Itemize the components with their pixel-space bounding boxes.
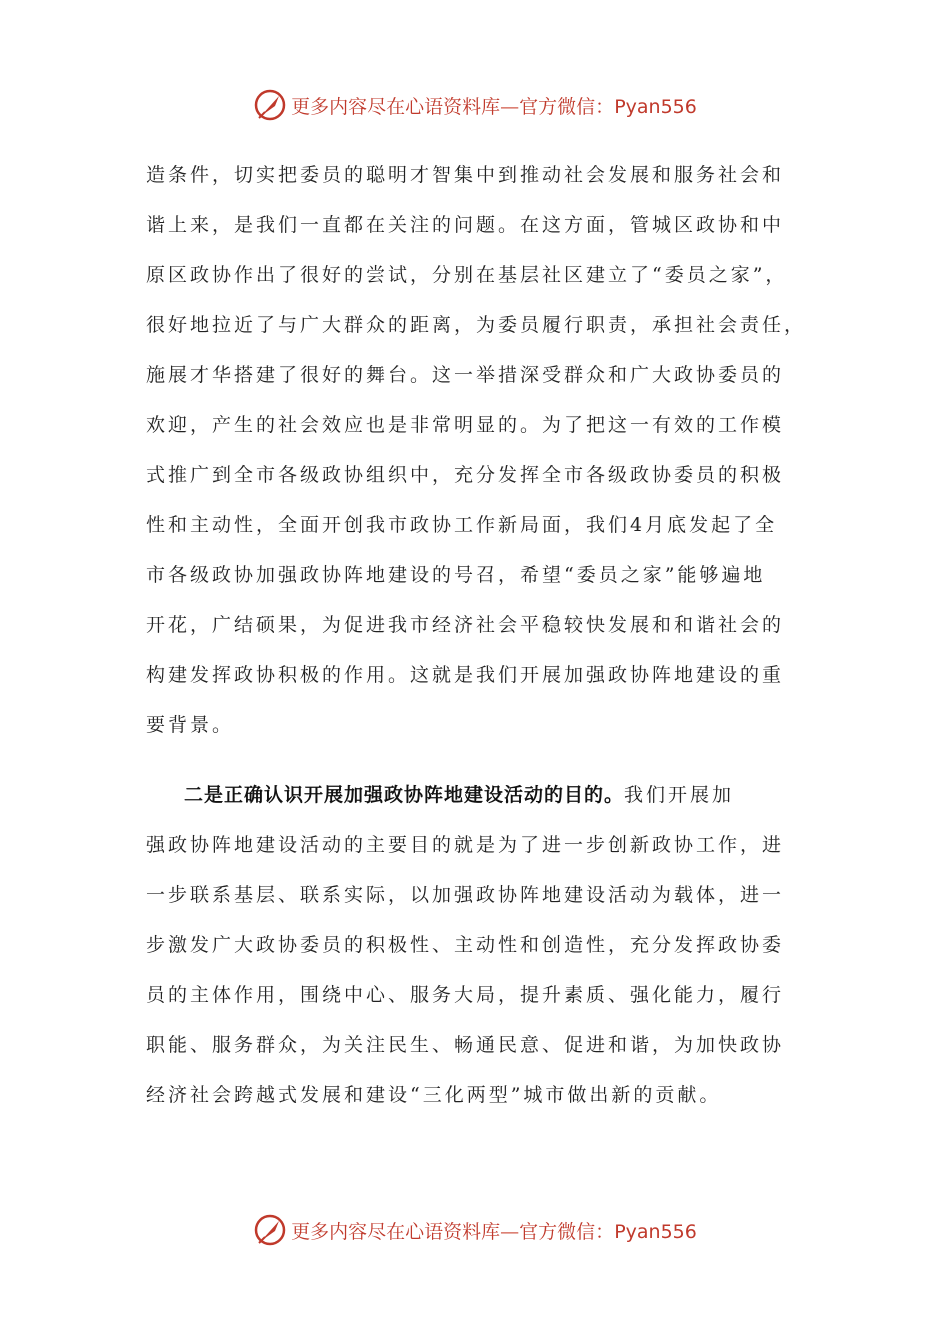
text-line-content: 很好地拉近了与广大群众的距离，为委员履行职责，承担社会责任， (146, 314, 807, 336)
text-line (146, 600, 808, 650)
text-line-content: 原区政协作出了很好的尝试，分别在基层社区建立了“委员之家”， (146, 264, 788, 286)
text-line-content: 开花，广结硕果，为促进我市经济社会平稳较快发展和和谐社会的 (146, 614, 785, 636)
text-line-content: 员的主体作用，围绕中心、服务大局，提升素质、强化能力，履行 (146, 984, 785, 1006)
text-line-content: 要背景。 (146, 714, 235, 736)
paragraph-2 (146, 770, 808, 1120)
text-line (146, 870, 808, 920)
text-line (146, 700, 808, 750)
watermark-text: 更多内容尽在心语资料库—官方微信：Pyan556 (291, 95, 697, 118)
text-line-content: 欢迎，产生的社会效应也是非常明显的。为了把这一有效的工作模 (146, 414, 785, 436)
text-line-content: 市各级政协加强政协阵地建设的号召，希望“委员之家”能够遍地 (146, 564, 766, 586)
text-line-content: 造条件，切实把委员的聪明才智集中到推动社会发展和服务社会和 (146, 164, 785, 186)
text-line (146, 450, 808, 500)
text-line (146, 970, 808, 1020)
text-line-content: 施展才华搭建了很好的舞台。这一举措深受群众和广大政协委员的 (146, 364, 785, 386)
text-line (146, 550, 808, 600)
text-line-content: 强政协阵地建设活动的主要目的就是为了进一步创新政协工作，进 (146, 834, 785, 856)
text-line-content: 步激发广大政协委员的积极性、主动性和创造性，充分发挥政协委 (146, 934, 785, 956)
footer-watermark (0, 1210, 950, 1250)
text-line (146, 200, 808, 250)
document-body (146, 150, 808, 1120)
text-line-content: 一步联系基层、联系实际，以加强政协阵地建设活动为载体，进一 (146, 884, 785, 906)
text-line (146, 1070, 808, 1120)
text-line-content: 性和主动性，全面开创我市政协工作新局面，我们4月底发起了全 (146, 514, 778, 536)
paragraph-2-first-line (146, 770, 808, 820)
text-line (146, 1020, 808, 1070)
text-line-content: 构建发挥政协积极的作用。这就是我们开展加强政协阵地建设的重 (146, 664, 785, 686)
quill-logo-icon (253, 1213, 287, 1247)
text-line (146, 650, 808, 700)
text-line (146, 920, 808, 970)
text-line (146, 250, 808, 300)
paragraph-1 (146, 150, 808, 750)
quill-logo-icon (253, 88, 287, 122)
text-line-content: 经济社会跨越式发展和建设“三化两型”城市做出新的贡献。 (146, 1084, 722, 1106)
text-line (146, 820, 808, 870)
watermark-text: 更多内容尽在心语资料库—官方微信：Pyan556 (291, 1220, 697, 1243)
text-line (146, 300, 808, 350)
text-line (146, 400, 808, 450)
text-line (146, 350, 808, 400)
paragraph-2-first-rest: 我们开展加 (624, 784, 735, 806)
text-line-content: 式推广到全市各级政协组织中，充分发挥全市各级政协委员的积极 (146, 464, 785, 486)
text-line-content: 职能、服务群众，为关注民生、畅通民意、促进和谐，为加快政协 (146, 1034, 785, 1056)
paragraph-2-lead: 二是正确认识开展加强政协阵地建设活动的目的。 (184, 784, 625, 806)
text-line (146, 150, 808, 200)
text-line (146, 500, 808, 550)
text-line-content: 谐上来，是我们一直都在关注的问题。在这方面，管城区政协和中 (146, 214, 785, 236)
header-watermark (0, 85, 950, 125)
